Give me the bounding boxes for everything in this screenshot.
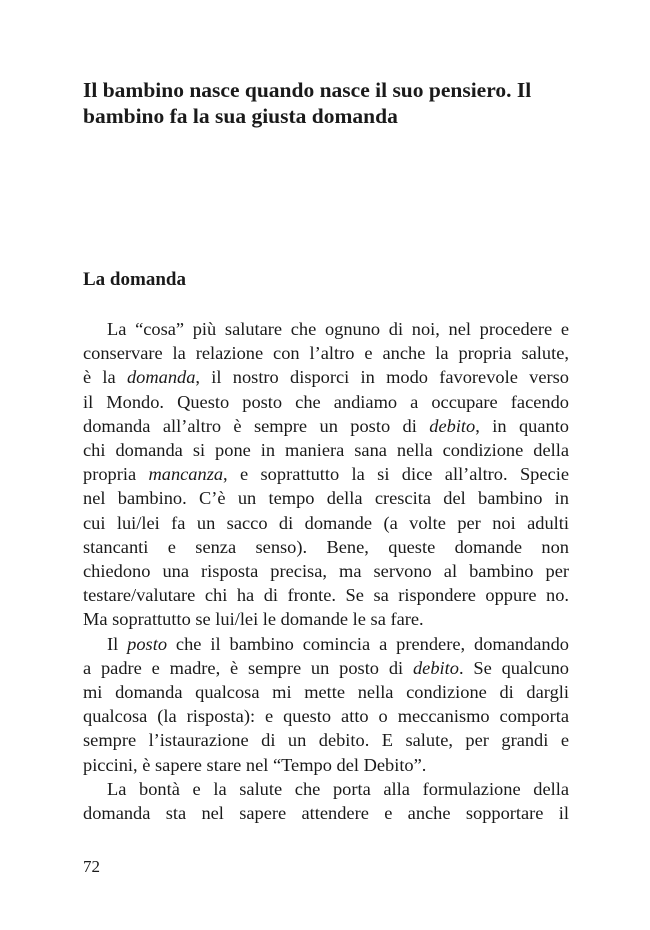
text-run: domanda sta nel sapere attendere e anche sopportare il <box>83 803 569 824</box>
text-run: conservare la relazione con l’altro e anche la propria salute, <box>83 343 569 364</box>
chapter-title-line: bambino fa la sua giusta domanda <box>83 104 398 128</box>
text-run: La bontà e la salute che porta alla formulazione della <box>107 778 569 799</box>
text-line <box>83 801 569 825</box>
italic-term: debito <box>412 657 459 678</box>
text-run: propria <box>83 464 149 485</box>
text-line <box>83 607 569 631</box>
text-run: nel bambino. C’è un tempo della crescita del bambino in <box>83 488 569 509</box>
text-run: Ma soprattutto se lui/lei le domande le sa fare. <box>83 609 424 630</box>
body-paragraph <box>83 632 569 777</box>
text-line <box>83 632 569 656</box>
text-line <box>83 486 569 510</box>
text-line <box>83 365 569 389</box>
text-line <box>83 535 569 559</box>
page-number: 72 <box>83 857 100 876</box>
text-run: il Mondo. Questo posto che andiamo a occupare facendo <box>83 391 569 412</box>
text-run: mi domanda qualcosa mi mette nella condizione di dargli <box>83 682 569 703</box>
italic-term: mancanza <box>148 464 224 485</box>
text-run: testare/valutare chi ha di fronte. Se sa rispondere oppure no. <box>83 585 569 606</box>
text-line <box>83 680 569 704</box>
text-run: La “cosa” più salutare che ognuno di noi, nel procedere e <box>107 319 569 339</box>
text-run: piccini, è sapere stare nel “Tempo del Debito”. <box>83 754 427 775</box>
text-run: domanda all’altro è sempre un posto di <box>83 415 430 436</box>
italic-term: debito <box>429 415 476 436</box>
text-line <box>83 704 569 728</box>
text-line <box>83 317 569 341</box>
text-run: Il <box>107 633 128 654</box>
text-run: , in quanto <box>475 415 569 436</box>
text-line <box>83 777 569 801</box>
text-run: stancanti e senza senso). Bene, queste domande non <box>83 536 569 557</box>
italic-term: domanda <box>126 367 196 388</box>
text-line <box>83 656 569 680</box>
text-line <box>83 728 569 752</box>
text-run: chiedono una risposta precisa, ma servono al bambino per <box>83 561 569 582</box>
text-run: cui lui/lei fa un sacco di domande (a volte per noi adulti <box>83 512 569 533</box>
text-run: a padre e madre, è sempre un posto di <box>83 657 413 678</box>
chapter-title-line: Il bambino nasce quando nasce il suo pensiero. Il <box>83 78 532 102</box>
text-run: sempre l’istaurazione di un debito. E salute, per grandi e <box>83 730 569 751</box>
text-run: , e soprattutto la si dice all’altro. Specie <box>223 464 569 485</box>
text-line <box>83 511 569 535</box>
text-line <box>83 438 569 462</box>
section-heading: La domanda <box>83 269 186 290</box>
text-run: chi domanda si pone in maniera sana nella condizione della <box>83 440 569 461</box>
text-run: qualcosa (la risposta): e questo atto o meccanismo comporta <box>83 706 569 727</box>
text-line <box>83 753 569 777</box>
text-line <box>83 341 569 365</box>
body-paragraph <box>83 777 569 825</box>
text-line <box>83 414 569 438</box>
italic-term: posto <box>127 633 168 654</box>
chapter-title <box>83 77 569 129</box>
text-run: è la <box>83 367 127 388</box>
text-line <box>83 559 569 583</box>
body-text <box>83 317 569 825</box>
body-paragraph <box>83 317 569 632</box>
text-run: che il bambino comincia a prendere, domandando <box>167 633 569 654</box>
text-line <box>83 390 569 414</box>
text-run: . Se qualcuno <box>458 657 569 678</box>
text-line <box>83 462 569 486</box>
text-run: , il nostro disporci in modo favorevole verso <box>195 367 569 388</box>
text-line <box>83 583 569 607</box>
